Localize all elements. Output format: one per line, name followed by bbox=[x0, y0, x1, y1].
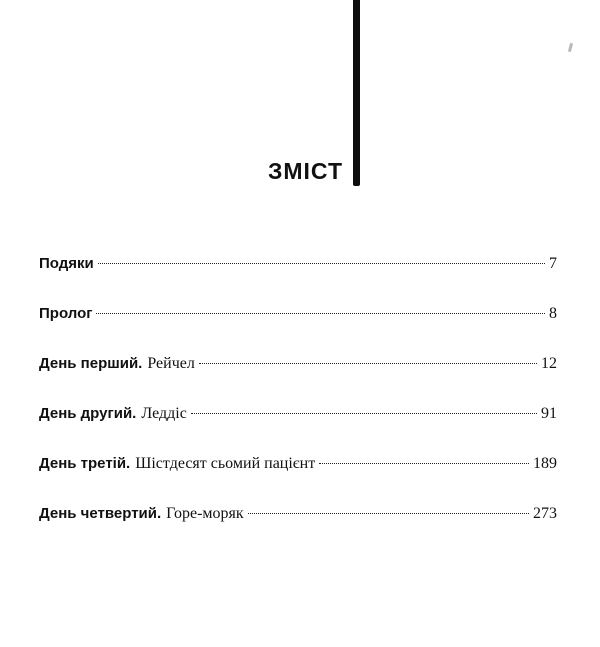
dot-leader bbox=[191, 413, 537, 414]
toc-heading: День другий. bbox=[39, 405, 137, 422]
toc-page-number: 189 bbox=[533, 455, 557, 472]
toc-entry-day-four bbox=[39, 504, 557, 554]
dot-leader bbox=[96, 313, 545, 314]
toc-entry-acknowledgements bbox=[39, 254, 557, 304]
toc-entry-day-two bbox=[39, 404, 557, 454]
dot-leader bbox=[319, 463, 529, 464]
toc-page-number: 273 bbox=[533, 505, 557, 522]
toc-heading: День третій. bbox=[39, 455, 131, 472]
toc-subtitle: Шістдесят сьомий пацієнт bbox=[135, 455, 316, 472]
toc-heading: День перший. bbox=[39, 355, 143, 372]
toc-subtitle: Леддіс bbox=[141, 405, 187, 422]
toc-heading: День четвертий. bbox=[39, 505, 162, 522]
toc-entry-day-three bbox=[39, 454, 557, 504]
dot-leader bbox=[199, 363, 537, 364]
page-title: ЗМІСТ bbox=[267, 158, 344, 184]
toc-page-number: 12 bbox=[541, 355, 557, 372]
toc-heading: Подяки bbox=[39, 255, 94, 272]
table-of-contents bbox=[39, 254, 557, 554]
toc-subtitle: Рейчел bbox=[147, 355, 195, 372]
toc-page-number: 91 bbox=[541, 405, 557, 422]
toc-page-number: 7 bbox=[549, 255, 557, 272]
toc-heading: Пролог bbox=[39, 305, 93, 322]
toc-subtitle: Горе-моряк bbox=[166, 505, 244, 522]
toc-entry-day-one bbox=[39, 354, 557, 404]
dot-leader bbox=[248, 513, 529, 514]
toc-entry-prologue bbox=[39, 304, 557, 354]
print-speck bbox=[568, 43, 573, 52]
toc-page-number: 8 bbox=[549, 305, 557, 322]
dot-leader bbox=[98, 263, 545, 264]
